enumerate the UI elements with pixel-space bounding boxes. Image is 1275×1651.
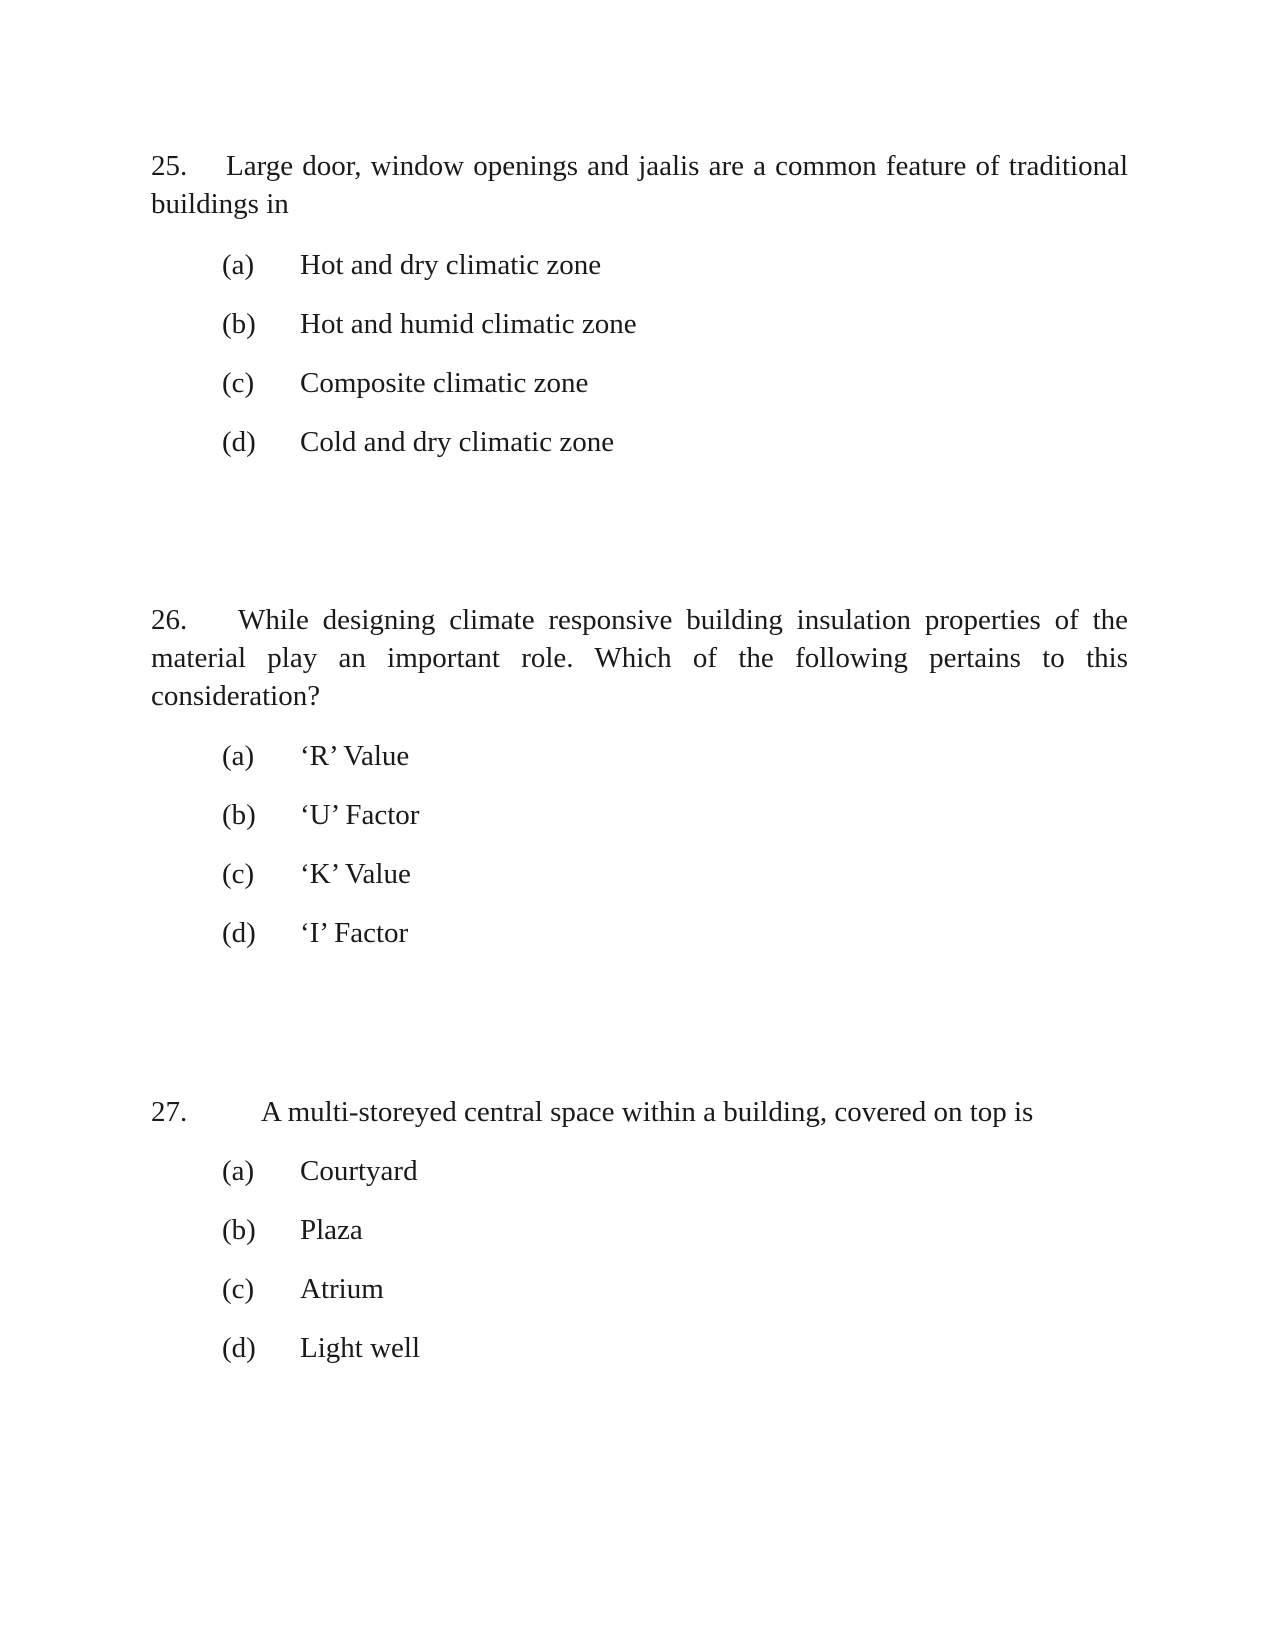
option-label: (d) — [222, 917, 256, 949]
option-text: Hot and dry climatic zone — [300, 249, 602, 281]
option-label: (b) — [222, 799, 256, 831]
option-label: (d) — [222, 426, 256, 458]
option-text: Atrium — [300, 1273, 384, 1305]
option-26-c — [222, 855, 411, 893]
option-label: (a) — [222, 249, 255, 281]
option-25-c — [222, 364, 588, 402]
question-26 — [151, 601, 1128, 715]
option-label: (a) — [222, 740, 255, 772]
option-text: Plaza — [300, 1214, 363, 1246]
option-27-a — [222, 1152, 418, 1190]
question-25-stem — [151, 147, 1128, 223]
question-text: A multi-storeyed central space within a building, covered on top is — [261, 1096, 1034, 1128]
option-label: (b) — [222, 1214, 256, 1246]
option-label: (c) — [222, 858, 255, 890]
option-25-d — [222, 423, 614, 461]
question-27 — [151, 1093, 1128, 1131]
option-26-d — [222, 914, 408, 952]
option-text: Cold and dry climatic zone — [300, 426, 615, 458]
option-label: (a) — [222, 1155, 255, 1187]
question-number: 25. — [151, 150, 188, 182]
option-label: (d) — [222, 1332, 256, 1364]
option-text: Hot and humid climatic zone — [300, 308, 637, 340]
option-27-d — [222, 1329, 420, 1367]
option-26-b — [222, 796, 419, 834]
question-27-stem — [151, 1093, 1128, 1131]
option-text: Courtyard — [300, 1155, 418, 1187]
question-text: Large door, window openings and jaalis are a common feature of traditional buildings in — [151, 150, 1128, 220]
question-number: 26. — [151, 604, 188, 636]
option-label: (c) — [222, 367, 255, 399]
question-number: 27. — [151, 1096, 188, 1128]
option-text: ‘I’ Factor — [300, 917, 409, 949]
option-26-a — [222, 737, 409, 775]
option-text: Composite climatic zone — [300, 367, 589, 399]
option-text: ‘U’ Factor — [300, 799, 420, 831]
option-label: (b) — [222, 308, 256, 340]
option-25-b — [222, 305, 637, 343]
option-25-a — [222, 246, 601, 284]
option-label: (c) — [222, 1273, 255, 1305]
option-27-b — [222, 1211, 363, 1249]
question-25 — [151, 147, 1128, 223]
question-text: While designing climate responsive building insulation properties of the material play an important role. Which of the following pertains to this consideration? — [151, 604, 1128, 712]
option-text: ‘R’ Value — [300, 740, 410, 772]
option-text: Light well — [300, 1332, 421, 1364]
option-text: ‘K’ Value — [300, 858, 411, 890]
question-26-stem — [151, 601, 1128, 715]
option-27-c — [222, 1270, 384, 1308]
